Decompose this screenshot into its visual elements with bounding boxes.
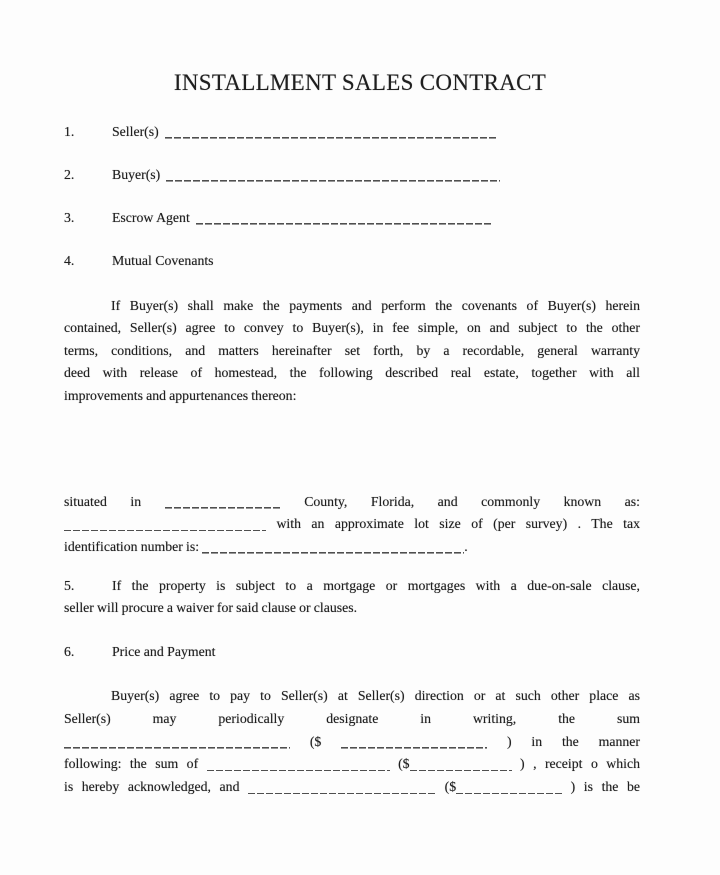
paragraph-line [64, 575, 640, 597]
numbered-item-buyer [64, 167, 640, 183]
property-location-paragraph [64, 491, 640, 558]
paragraph-line [64, 295, 640, 317]
seller-fill-in-blank [165, 129, 497, 139]
mortgage-clause-item [64, 575, 640, 620]
paragraph-text: If Buyer(s) shall make the payments and perform the covenants of Buyer(s) herein [111, 298, 640, 313]
paragraph-text: is hereby acknowledged, and [64, 779, 240, 795]
paragraph-text: ) is the be [570, 779, 641, 795]
paragraph-line: improvements and appurtenances thereon: [64, 387, 297, 403]
escrow-agent-fill-in-blank [196, 215, 492, 225]
numbered-item-seller [64, 124, 640, 140]
item-label: Escrow Agent [112, 210, 190, 225]
paragraph-line: contained, Seller(s) agree to convey to Buyer(s), in fee simple, on and subject to the other [64, 320, 640, 336]
deposit-amount-fill-in-blank [410, 761, 512, 771]
numbered-item-mutual-covenants [64, 253, 640, 269]
paragraph-text: Buyer(s) agree to pay to Seller(s) at Seller(s) direction or at such other place as [111, 688, 640, 703]
balance-words-fill-in-blank [248, 784, 436, 794]
covenants-paragraph [64, 295, 640, 407]
paragraph-text: ($ [309, 733, 322, 749]
item-number: 6. [64, 644, 75, 659]
paragraph-text: County, Florida, and commonly known as: [304, 494, 641, 509]
paragraph-line [64, 513, 640, 535]
numbered-item-price-payment [64, 644, 640, 660]
paragraph-line: deed with release of homestead, the following described real estate, together with all [64, 365, 640, 381]
numbered-item-escrow-agent [64, 210, 640, 226]
paragraph-text: following: the sum of [64, 756, 199, 772]
paragraph-line: terms, conditions, and matters hereinafter set forth, by a recordable, general warranty [64, 342, 640, 358]
paragraph-line [64, 685, 640, 708]
tax-id-fill-in-blank [202, 543, 464, 553]
paragraph-text: . [464, 538, 468, 554]
paragraph-line: seller will procure a waiver for said clause or clauses. [64, 600, 358, 616]
sum-words-fill-in-blank [64, 738, 290, 748]
paragraph-line [64, 753, 640, 776]
paragraph-text: ($ [398, 756, 410, 772]
paragraph-line [64, 776, 640, 799]
address-fill-in-blank [64, 521, 266, 531]
paragraph-text: identification number is: [64, 538, 200, 554]
item-number: 5. [64, 578, 75, 593]
document-title: INSTALLMENT SALES CONTRACT [173, 70, 547, 95]
county-fill-in-blank [165, 499, 281, 509]
paragraph-line [64, 491, 640, 513]
item-number: 1. [64, 124, 75, 139]
payment-paragraph [64, 685, 640, 799]
paragraph-line: Seller(s) may periodically designate in writing, the sum [64, 710, 640, 726]
item-label: Buyer(s) [112, 167, 161, 182]
item-number: 3. [64, 210, 75, 225]
paragraph-text: If the property is subject to a mortgage or mortgages with a due-on-sale clause, [112, 578, 640, 593]
buyer-fill-in-blank [166, 172, 500, 182]
paragraph-text: situated in [64, 494, 142, 509]
paragraph-text: ) in the manner [506, 733, 641, 749]
deposit-words-fill-in-blank [207, 761, 390, 771]
paragraph-line [64, 731, 640, 754]
item-number: 2. [64, 167, 75, 182]
item-label: Seller(s) [112, 124, 159, 139]
item-number: 4. [64, 253, 75, 268]
sum-amount-fill-in-blank [341, 738, 487, 748]
balance-amount-fill-in-blank [456, 784, 562, 794]
paragraph-line [64, 536, 640, 558]
paragraph-text: ) , receipt o which [520, 756, 640, 772]
paragraph-text: ($ [444, 779, 457, 795]
item-label: Price and Payment [112, 644, 216, 659]
item-label: Mutual Covenants [112, 253, 214, 268]
paragraph-text: with an approximate lot size of (per survey) . The tax [276, 516, 640, 532]
